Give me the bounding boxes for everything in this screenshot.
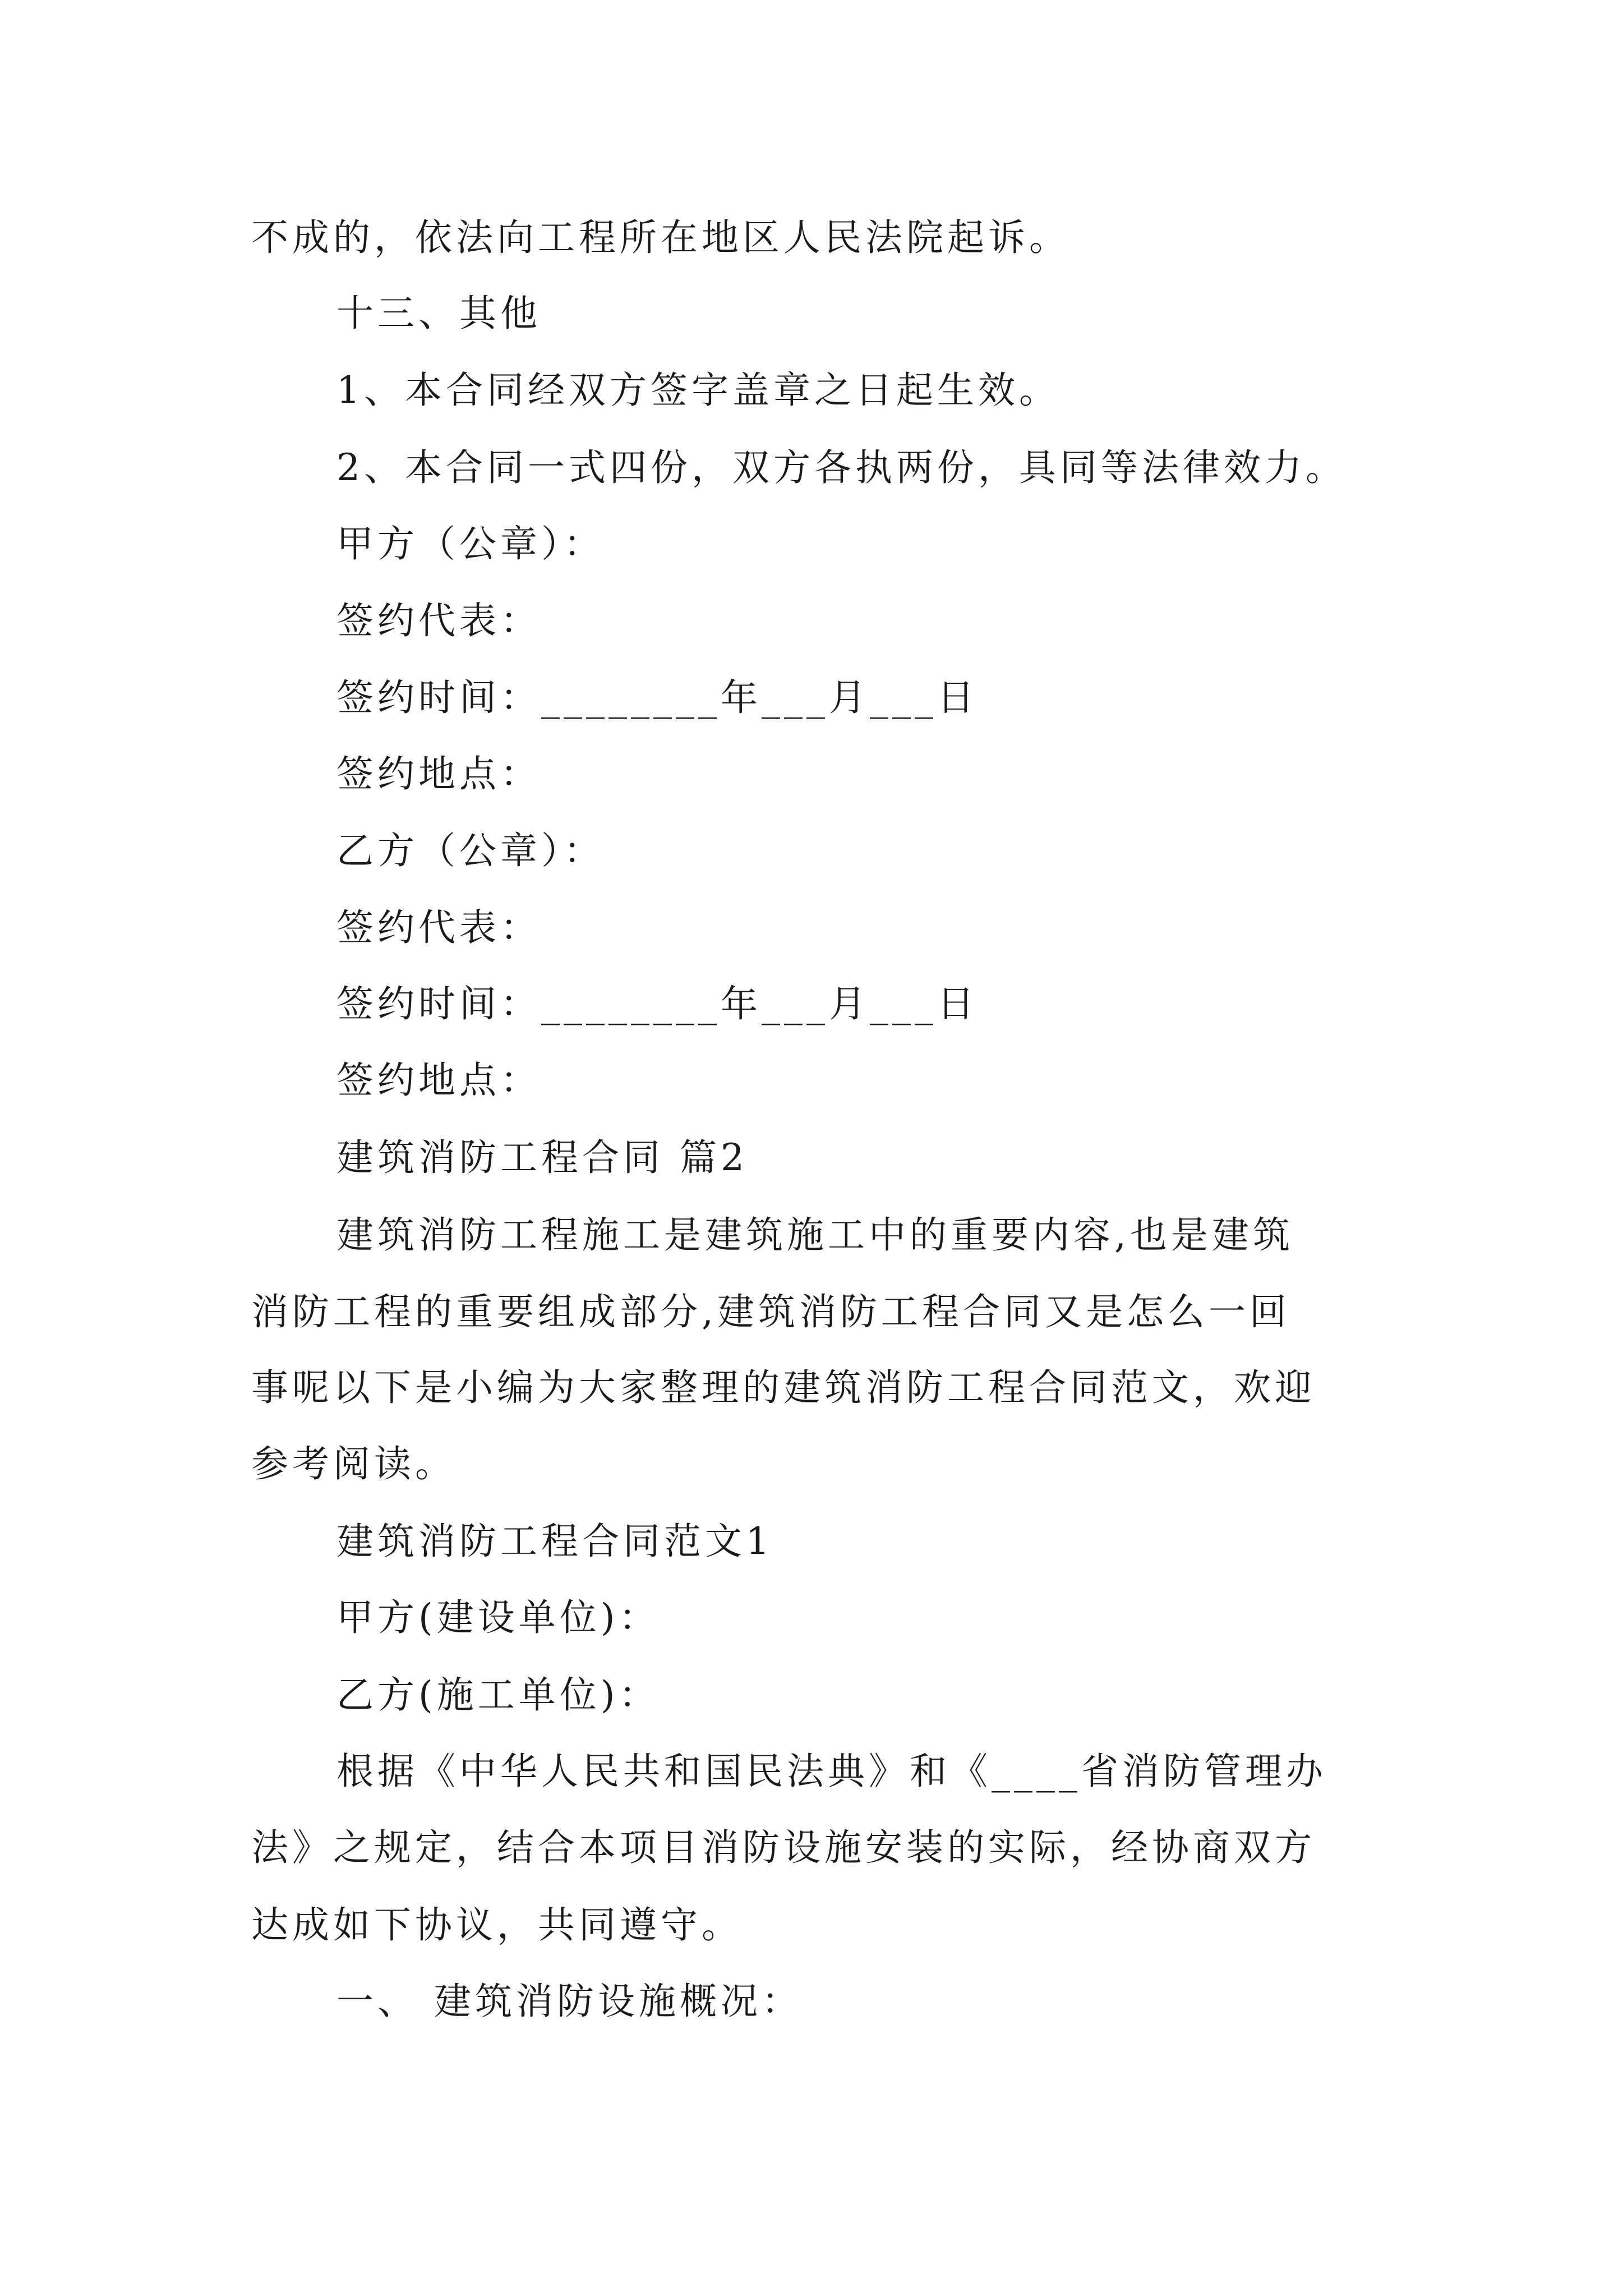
sample-title-1: 建筑消防工程合同范文1 [336, 1520, 773, 1563]
intro-paragraph-line-3: 事呢以下是小编为大家整理的建筑消防工程合同范文，欢迎 [251, 1366, 1316, 1409]
party-b-seal: 乙方（公章）： [336, 829, 605, 872]
intro-paragraph-line-2: 消防工程的重要组成部分,建筑消防工程合同又是怎么一回 [251, 1290, 1290, 1333]
intro-paragraph-line-4: 参考阅读。 [251, 1442, 456, 1485]
basis-paragraph-line-2: 法》之规定，结合本项目消防设施安装的实际，经协商双方 [251, 1826, 1316, 1869]
party-b-representative: 签约代表： [336, 906, 541, 949]
clause-13-1: 1、本合同经双方签字盖章之日起生效。 [336, 369, 1060, 412]
text-line-1: 不成的，依法向工程所在地区人民法院起诉。 [251, 216, 1070, 259]
party-a-seal: 甲方（公章）： [336, 522, 605, 565]
party-a-builder: 甲方(建设单位)： [336, 1596, 660, 1639]
party-b-sign-date: 签约时间：________年___月___日 [336, 982, 978, 1025]
basis-paragraph-line-1: 根据《中华人民共和国民法典》和《____省消防管理办 [336, 1750, 1327, 1793]
party-a-sign-place: 签约地点： [336, 752, 541, 795]
clause-13-2: 2、本合同一式四份，双方各执两份，具同等法律效力。 [336, 446, 1347, 489]
section-heading-1: 一、 建筑消防设施概况： [336, 1980, 803, 2023]
intro-paragraph-line-1: 建筑消防工程施工是建筑施工中的重要内容,也是建筑 [336, 1213, 1294, 1257]
section-heading-13: 十三、其他 [336, 292, 541, 335]
basis-paragraph-line-3: 达成如下协议，共同遵守。 [251, 1903, 743, 1947]
party-a-representative: 签约代表： [336, 599, 541, 642]
party-a-sign-date: 签约时间：________年___月___日 [336, 676, 978, 719]
party-b-contractor: 乙方(施工单位)： [336, 1673, 660, 1717]
article-title-2: 建筑消防工程合同 篇2 [336, 1136, 748, 1179]
party-b-sign-place: 签约地点： [336, 1059, 541, 1102]
